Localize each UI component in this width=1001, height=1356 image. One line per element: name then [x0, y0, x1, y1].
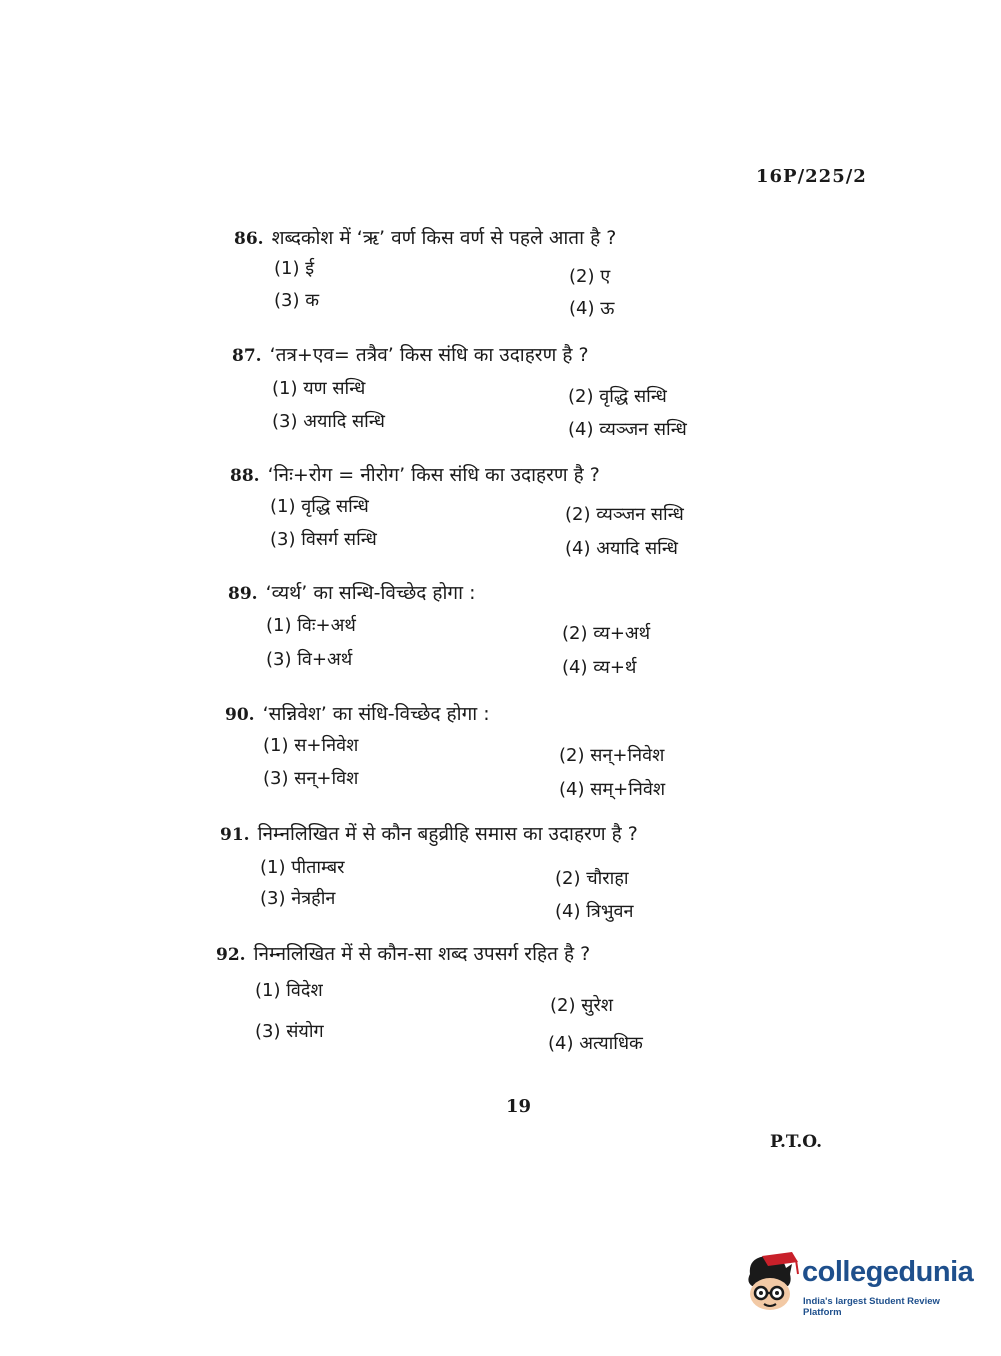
option-2: (2) वृद्धि सन्धि — [568, 386, 667, 407]
collegedunia-logo — [742, 1252, 974, 1318]
question-text: ‘तत्र+एव= तत्रैव’ किस संधि का उदाहरण है ? — [269, 344, 589, 366]
option-2: (2) व्यञ्जन सन्धि — [565, 504, 684, 525]
option-1: (1) स+निवेश — [263, 735, 359, 756]
option-4: (4) अत्याधिक — [548, 1033, 643, 1054]
option-4: (4) सम्+निवेश — [559, 779, 666, 800]
option-1: (1) यण सन्धि — [272, 378, 366, 399]
question-text: ‘सन्निवेश’ का संधि-विच्छेद होगा : — [262, 703, 490, 725]
pto-label: P.T.O. — [770, 1132, 822, 1152]
page-number: 19 — [506, 1096, 532, 1117]
question-90 — [225, 700, 490, 726]
question-text: शब्दकोश में ‘ऋ’ वर्ण किस वर्ण से पहले आता है ? — [271, 227, 617, 249]
option-4: (4) व्य+र्थ — [562, 657, 637, 678]
option-4: (4) अयादि सन्धि — [565, 538, 678, 559]
option-1: (1) ई — [274, 258, 315, 279]
question-87 — [232, 341, 589, 367]
option-4: (4) त्रिभुवन — [555, 901, 634, 922]
option-2: (2) सुरेश — [550, 995, 613, 1016]
option-1: (1) विः+अर्थ — [266, 615, 356, 636]
logo-brand-text: collegedunia — [802, 1256, 974, 1288]
question-number: 92. — [216, 945, 246, 965]
question-number: 90. — [225, 705, 255, 725]
question-92 — [216, 940, 590, 966]
question-number: 89. — [228, 584, 258, 604]
question-text: निम्नलिखित में से कौन-सा शब्द उपसर्ग रहित है ? — [253, 943, 591, 965]
question-text: ‘निः+रोग = नीरोग’ किस संधि का उदाहरण है ? — [267, 464, 600, 486]
option-4: (4) ऊ — [569, 298, 615, 319]
option-1: (1) विदेश — [255, 980, 323, 1001]
option-2: (2) ए — [569, 266, 611, 287]
logo-tagline: India's largest Student Review Platform — [803, 1296, 940, 1318]
question-86 — [234, 224, 616, 250]
option-3: (3) संयोग — [255, 1021, 324, 1042]
mascot-icon — [742, 1252, 800, 1314]
option-2: (2) व्य+अर्थ — [562, 623, 651, 644]
option-3: (3) क — [274, 290, 320, 311]
question-text: निम्नलिखित में से कौन बहुव्रीहि समास का उदाहरण है ? — [257, 823, 638, 845]
paper-code: 16P/225/2 — [756, 166, 867, 187]
option-3: (3) वि+अर्थ — [266, 649, 353, 670]
question-number: 91. — [220, 825, 250, 845]
option-1: (1) पीताम्बर — [260, 857, 345, 878]
question-number: 88. — [230, 466, 260, 486]
option-3: (3) विसर्ग सन्धि — [270, 529, 377, 550]
option-1: (1) वृद्धि सन्धि — [270, 496, 369, 517]
question-number: 86. — [234, 229, 264, 249]
question-text: ‘व्यर्थ’ का सन्धि-विच्छेद होगा : — [265, 582, 476, 604]
option-3: (3) सन्+विश — [263, 768, 359, 789]
question-89 — [228, 579, 475, 605]
question-number: 87. — [232, 346, 262, 366]
option-4: (4) व्यञ्जन सन्धि — [568, 419, 687, 440]
option-3: (3) अयादि सन्धि — [272, 411, 385, 432]
option-2: (2) सन्+निवेश — [559, 745, 665, 766]
question-88 — [230, 461, 600, 487]
option-2: (2) चौराहा — [555, 868, 629, 889]
option-3: (3) नेत्रहीन — [260, 888, 336, 909]
question-91 — [220, 820, 638, 846]
